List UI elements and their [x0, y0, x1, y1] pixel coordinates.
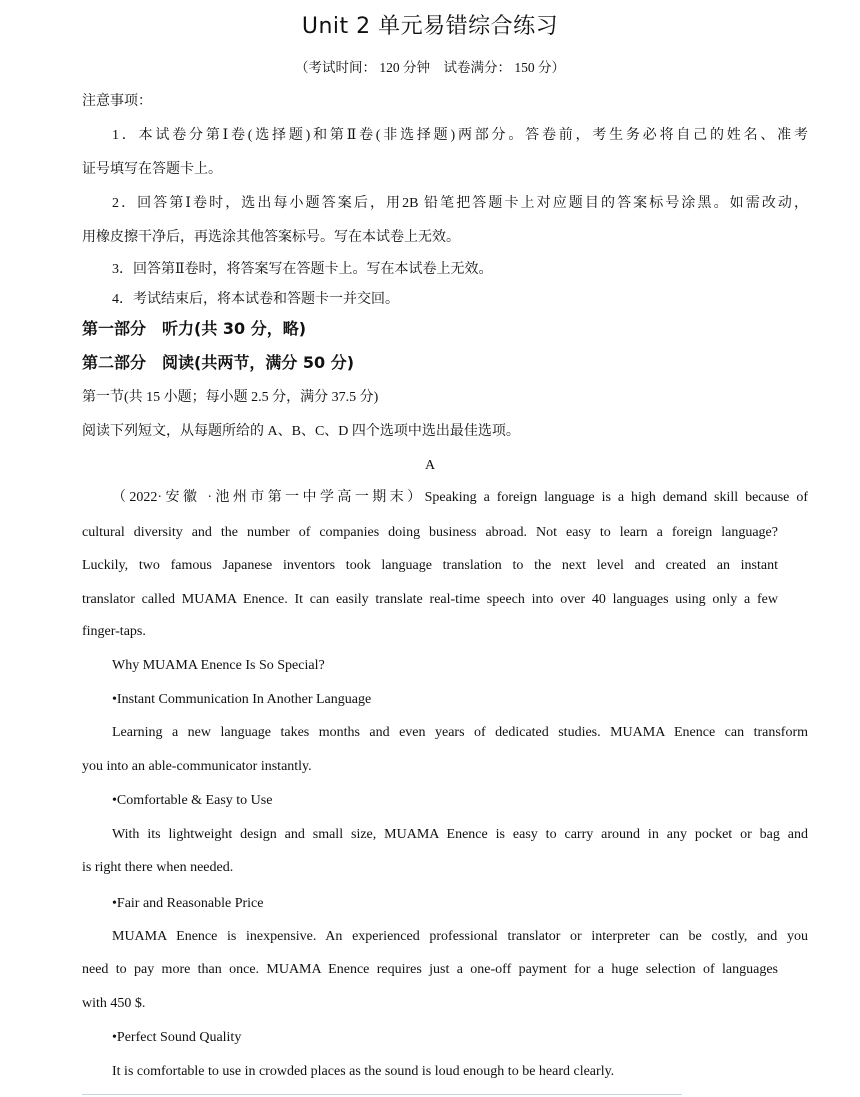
exam-info: （考试时间： 120 分钟 试卷满分： 150 分） [295, 60, 565, 75]
part-2-heading: 第二部分 阅读(共两节，满分 50 分) [82, 353, 355, 372]
bullet-1-line-1: Learning a new language takes months and even years of dedicated studies. MUAMA Enence can transform [112, 725, 808, 740]
page-bottom-divider [82, 1094, 682, 1095]
notice-item-2-line-2: 用橡皮擦干净后，再选涂其他答案标号。写在本试卷上无效。 [82, 230, 460, 245]
bullet-3-line-2: need to pay more than once. MUAMA Enence requires just a one-off payment for a huge selection of languages [82, 962, 778, 977]
passage-p1-line-2: cultural diversity and the number of companies doing business abroad. Not easy to learn a foreign language? [82, 525, 778, 540]
notice-item-2-line-1: 2．回答第Ⅰ卷时，选出每小题答案后，用2B 铅笔把答题卡上对应题目的答案标号涂黑。如需改动， [112, 196, 808, 211]
notice-heading: 注意事项： [82, 94, 152, 109]
reading-instruction: 阅读下列短文，从每题所给的 A、B、C、D 四个选项中选出最佳选项。 [82, 424, 520, 439]
bullet-3-line-1: MUAMA Enence is inexpensive. An experienced professional translator or interpreter can be costly, and you [112, 929, 808, 944]
notice-item-1-line-1: 1．本试卷分第Ⅰ卷(选择题)和第Ⅱ卷(非选择题)两部分。答卷前，考生务必将自己的姓名、准考 [112, 128, 808, 143]
bullet-2-line-1: With its lightweight design and small size, MUAMA Enence is easy to carry around in any pocket or bag and [112, 827, 808, 842]
notice-item-4: 4．考试结束后，将本试卷和答题卡一并交回。 [112, 292, 399, 307]
passage-subheading: Why MUAMA Enence Is So Special? [112, 658, 325, 673]
bullet-1-line-2: you into an able-communicator instantly. [82, 759, 312, 774]
passage-p1-line-4: translator called MUAMA Enence. It can easily translate real-time speech into over 40 languages using only a few [82, 592, 778, 607]
part-1-heading: 第一部分 听力(共 30 分，略) [82, 319, 307, 338]
passage-p1-line-3: Luckily, two famous Japanese inventors took language translation to the next level and created an instant [82, 558, 778, 573]
passage-label: A [424, 458, 436, 473]
bullet-heading-3: •Fair and Reasonable Price [112, 896, 264, 911]
section-1-heading: 第一节(共 15 小题；每小题 2.5 分，满分 37.5 分) [82, 390, 379, 405]
notice-item-1-line-2: 证号填写在答题卡上。 [82, 162, 222, 177]
bullet-4-line-1: It is comfortable to use in crowded places as the sound is loud enough to be heard clearly. [112, 1064, 615, 1079]
bullet-heading-2: •Comfortable & Easy to Use [112, 793, 273, 808]
page-title: Unit 2 单元易错综合练习 [301, 14, 559, 39]
bullet-2-line-2: is right there when needed. [82, 860, 234, 875]
bullet-3-line-3: with 450 $. [82, 996, 146, 1011]
bullet-heading-4: •Perfect Sound Quality [112, 1030, 242, 1045]
notice-item-3: 3．回答第Ⅱ卷时，将答案写在答题卡上。写在本试卷上无效。 [112, 262, 493, 277]
passage-p1-line-5: finger-taps. [82, 624, 146, 639]
bullet-heading-1: •Instant Communication In Another Language [112, 692, 372, 707]
passage-p1-line-1: （2022·安徽 ·池州市第一中学高一期末）Speaking a foreign language is a high demand skill because of [112, 490, 808, 505]
